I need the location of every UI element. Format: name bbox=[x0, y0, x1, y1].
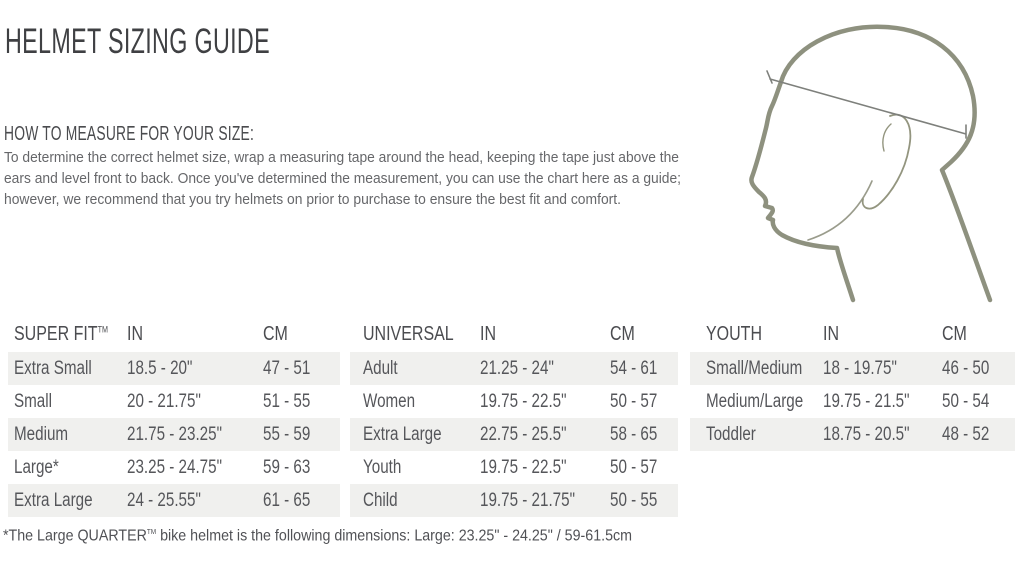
table-row bbox=[350, 385, 678, 418]
table-row bbox=[8, 484, 340, 517]
head-outline bbox=[751, 27, 990, 300]
row-cm-value: 55 - 59 bbox=[263, 423, 311, 445]
size-table-youth bbox=[690, 316, 1015, 451]
row-cm-value: 58 - 65 bbox=[610, 423, 658, 445]
row-in-value: 22.75 - 25.5" bbox=[480, 423, 567, 445]
row-in-value: 21.75 - 23.25" bbox=[127, 423, 222, 445]
row-label: Child bbox=[363, 489, 398, 511]
size-table-universal bbox=[350, 316, 678, 517]
table-row bbox=[350, 484, 678, 517]
row-cm-value: 50 - 54 bbox=[942, 390, 990, 412]
row-in-value: 18 - 19.75" bbox=[823, 357, 897, 379]
size-table-superfit bbox=[8, 316, 340, 517]
row-in-value: 19.75 - 21.5" bbox=[823, 390, 910, 412]
row-cm-value: 48 - 52 bbox=[942, 423, 990, 445]
table-row bbox=[350, 418, 678, 451]
column-header-cm: CM bbox=[942, 322, 967, 345]
row-in-value: 18.5 - 20" bbox=[127, 357, 193, 379]
table-row bbox=[350, 352, 678, 385]
table-name-text: SUPER FIT bbox=[14, 322, 98, 345]
row-in-value: 19.75 - 22.5" bbox=[480, 390, 567, 412]
row-label: Large* bbox=[14, 456, 59, 478]
table-header-row bbox=[8, 316, 340, 352]
row-label: Medium bbox=[14, 423, 69, 445]
row-label: Extra Small bbox=[14, 357, 92, 379]
trademark-symbol: TM bbox=[146, 527, 157, 536]
row-cm-value: 61 - 65 bbox=[263, 489, 311, 511]
row-in-value: 19.75 - 21.75" bbox=[480, 489, 575, 511]
row-cm-value: 51 - 55 bbox=[263, 390, 311, 412]
row-label: Women bbox=[363, 390, 416, 412]
row-in-value: 21.25 - 24" bbox=[480, 357, 554, 379]
table-name bbox=[14, 323, 127, 346]
table-header-row bbox=[350, 316, 678, 352]
paragraph-line-2: ears and level front to back. Once you've determined the measurement, you can use the chart here as a guide; bbox=[4, 171, 681, 187]
paragraph-line-3: however, we recommend that you try helmets on prior to purchase to ensure the best fit and comfort. bbox=[4, 192, 621, 208]
table-name: YOUTH bbox=[706, 322, 762, 345]
how-to-measure-heading bbox=[4, 123, 365, 146]
column-header-cm: CM bbox=[263, 322, 288, 345]
trademark-symbol: TM bbox=[97, 323, 108, 334]
table-row bbox=[350, 451, 678, 484]
row-label: Adult bbox=[363, 357, 398, 379]
table-row bbox=[8, 418, 340, 451]
row-label: Small bbox=[14, 390, 53, 412]
row-label: Toddler bbox=[706, 423, 756, 445]
measuring-tape-line bbox=[767, 71, 966, 138]
ear-inner-line bbox=[883, 124, 891, 151]
row-cm-value: 50 - 55 bbox=[610, 489, 658, 511]
row-cm-value: 59 - 63 bbox=[263, 456, 311, 478]
head-profile-illustration bbox=[742, 16, 994, 308]
row-in-value: 19.75 - 22.5" bbox=[480, 456, 567, 478]
row-label: Medium/Large bbox=[706, 390, 804, 412]
footnote-text: *The Large QUARTER™ bike helmet is the following dimensions: Large: 23.25" - 24.25" / 59-61.5cm bbox=[3, 527, 632, 545]
table-row bbox=[8, 352, 340, 385]
table-header-row bbox=[690, 316, 1015, 352]
table-name: UNIVERSAL bbox=[363, 322, 454, 345]
column-header-in: IN bbox=[480, 322, 496, 345]
row-cm-value: 47 - 51 bbox=[263, 357, 311, 379]
page-title bbox=[5, 22, 403, 62]
row-in-value: 18.75 - 20.5" bbox=[823, 423, 910, 445]
table-row bbox=[690, 418, 1015, 451]
table-row bbox=[8, 451, 340, 484]
footnote bbox=[3, 527, 709, 545]
row-label: Extra Large bbox=[363, 423, 442, 445]
page-title-text: HELMET SIZING GUIDE bbox=[5, 22, 270, 61]
row-cm-value: 46 - 50 bbox=[942, 357, 990, 379]
table-row bbox=[690, 352, 1015, 385]
row-in-value: 24 - 25.55" bbox=[127, 489, 201, 511]
row-cm-value: 50 - 57 bbox=[610, 390, 658, 412]
row-label: Youth bbox=[363, 456, 402, 478]
paragraph-line-1: To determine the correct helmet size, wrap a measuring tape around the head, keeping the tape just above the bbox=[4, 150, 679, 166]
row-in-value: 20 - 21.75" bbox=[127, 390, 201, 412]
table-row bbox=[690, 385, 1015, 418]
row-label: Extra Large bbox=[14, 489, 93, 511]
row-label: Small/Medium bbox=[706, 357, 803, 379]
row-in-value: 23.25 - 24.75" bbox=[127, 456, 222, 478]
how-to-measure-paragraph bbox=[4, 148, 764, 211]
jaw-line bbox=[808, 181, 872, 240]
column-header-in: IN bbox=[823, 322, 839, 345]
table-row bbox=[8, 385, 340, 418]
column-header-in: IN bbox=[127, 322, 143, 345]
how-to-measure-heading-text: HOW TO MEASURE FOR YOUR SIZE: bbox=[4, 123, 254, 145]
row-cm-value: 54 - 61 bbox=[610, 357, 658, 379]
row-cm-value: 50 - 57 bbox=[610, 456, 658, 478]
column-header-cm: CM bbox=[610, 322, 635, 345]
